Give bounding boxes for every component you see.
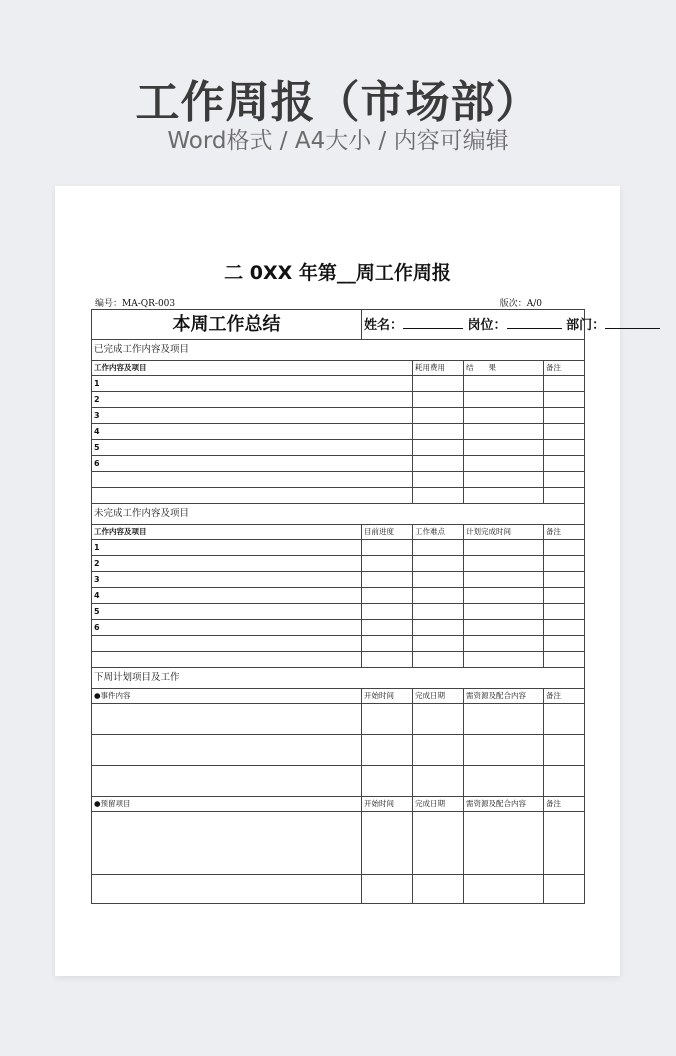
cell[interactable]: [544, 636, 585, 652]
cell[interactable]: [362, 588, 413, 604]
table-row: [92, 392, 585, 408]
section-uncompleted-header: [92, 525, 585, 540]
cell[interactable]: [413, 704, 464, 735]
cell[interactable]: [362, 540, 413, 556]
header-difficulty: 工作难点: [413, 525, 464, 540]
cell[interactable]: [413, 376, 464, 392]
cell[interactable]: [413, 812, 464, 875]
cell[interactable]: [544, 604, 585, 620]
row-number: [92, 488, 413, 504]
table-row: [92, 875, 585, 904]
cell[interactable]: [413, 735, 464, 766]
cell[interactable]: [544, 572, 585, 588]
cell[interactable]: [413, 572, 464, 588]
cell[interactable]: [413, 636, 464, 652]
row-number: 6: [92, 620, 362, 636]
row-number: 5: [92, 604, 362, 620]
table-row: [92, 652, 585, 668]
row-number: 3: [92, 408, 413, 424]
summary-title: 本周工作总结: [92, 310, 362, 340]
document-version: 版次：A/0: [499, 299, 542, 309]
cell[interactable]: [92, 766, 362, 797]
header-remark: 备注: [544, 361, 585, 376]
cell[interactable]: [544, 392, 585, 408]
cell[interactable]: [464, 875, 544, 904]
header-result: 结 果: [464, 361, 544, 376]
cell[interactable]: [464, 704, 544, 735]
header-start-time: 开始时间: [362, 689, 413, 704]
table-row: [92, 812, 585, 875]
cell[interactable]: [362, 636, 413, 652]
table-row: [92, 456, 585, 472]
events-header: [92, 689, 585, 704]
row-number: 4: [92, 424, 413, 440]
header-work-content: 工作内容及项目: [92, 361, 413, 376]
cell[interactable]: [413, 652, 464, 668]
position-label: 岗位：: [467, 317, 507, 333]
table-row: [92, 472, 585, 488]
cell[interactable]: [92, 735, 362, 766]
section-uncompleted-title-row: [92, 504, 585, 525]
cell[interactable]: [362, 572, 413, 588]
header-planned-time: 计划完成时间: [464, 525, 544, 540]
name-field[interactable]: [403, 318, 463, 329]
banner-title: 工作周报（市场部）: [135, 77, 541, 128]
row-number: [92, 472, 413, 488]
cell[interactable]: [464, 636, 544, 652]
cell[interactable]: [544, 488, 585, 504]
summary-row: [92, 310, 585, 340]
header-finish-date: 完成日期: [413, 797, 464, 812]
cell[interactable]: [413, 408, 464, 424]
section-completed-title-row: [92, 340, 585, 361]
cell[interactable]: [464, 472, 544, 488]
cell[interactable]: [413, 604, 464, 620]
cell[interactable]: [362, 766, 413, 797]
summary-fields: [362, 310, 606, 340]
header-remark: 备注: [544, 525, 585, 540]
cell[interactable]: [544, 766, 585, 797]
cell[interactable]: [362, 735, 413, 766]
row-number: 1: [92, 540, 362, 556]
cell[interactable]: [464, 620, 544, 636]
table-row: [92, 636, 585, 652]
cell[interactable]: [544, 456, 585, 472]
row-number: [92, 652, 362, 668]
cell[interactable]: [464, 766, 544, 797]
cell[interactable]: [544, 540, 585, 556]
cell[interactable]: [413, 556, 464, 572]
reserve-header: [92, 797, 585, 812]
header-work-content: 工作内容及项目: [92, 525, 362, 540]
cell[interactable]: [464, 652, 544, 668]
row-number: [92, 636, 362, 652]
banner-subtitle: Word格式 / A4大小 / 内容可编辑: [167, 128, 509, 154]
cell[interactable]: [464, 588, 544, 604]
cell[interactable]: [464, 735, 544, 766]
row-number: 2: [92, 556, 362, 572]
header-cost: 耗用费用: [413, 361, 464, 376]
cell[interactable]: [464, 392, 544, 408]
document-page: [55, 186, 620, 976]
cell[interactable]: [362, 652, 413, 668]
table-row: [92, 540, 585, 556]
row-number: 5: [92, 440, 413, 456]
cell[interactable]: [544, 588, 585, 604]
header-event-content: ●事件内容: [92, 689, 362, 704]
table-row: [92, 572, 585, 588]
table-row: [92, 488, 585, 504]
row-number: 3: [92, 572, 362, 588]
section-completed-header: [92, 361, 585, 376]
cell[interactable]: [464, 440, 544, 456]
cell[interactable]: [464, 572, 544, 588]
cell[interactable]: [544, 556, 585, 572]
cell[interactable]: [544, 735, 585, 766]
table-row: [92, 408, 585, 424]
table-row: [92, 556, 585, 572]
header-reserved-project: ●预留项目: [92, 797, 362, 812]
section-uncompleted-title: 未完成工作内容及项目: [92, 504, 585, 525]
cell[interactable]: [413, 456, 464, 472]
cell[interactable]: [413, 766, 464, 797]
cell[interactable]: [362, 604, 413, 620]
cell[interactable]: [92, 812, 362, 875]
header-finish-date: 完成日期: [413, 689, 464, 704]
cell[interactable]: [544, 440, 585, 456]
row-number: 4: [92, 588, 362, 604]
cell[interactable]: [464, 556, 544, 572]
header-progress: 目前进度: [362, 525, 413, 540]
cell[interactable]: [362, 556, 413, 572]
dept-field[interactable]: [605, 318, 660, 329]
cell[interactable]: [413, 424, 464, 440]
cell[interactable]: [464, 456, 544, 472]
cell[interactable]: [464, 376, 544, 392]
table-row: [92, 766, 585, 797]
dept-label: 部门：: [566, 317, 606, 333]
cell[interactable]: [544, 652, 585, 668]
table-row: [92, 376, 585, 392]
header-resources: 需资源及配合内容: [464, 689, 544, 704]
header-start-time: 开始时间: [362, 797, 413, 812]
cell[interactable]: [362, 704, 413, 735]
cell[interactable]: [464, 604, 544, 620]
cell[interactable]: [544, 376, 585, 392]
position-field[interactable]: [507, 318, 562, 329]
table-row: [92, 588, 585, 604]
row-number: 1: [92, 376, 413, 392]
cell[interactable]: [92, 875, 362, 904]
cell[interactable]: [362, 812, 413, 875]
cell[interactable]: [544, 812, 585, 875]
row-number: 2: [92, 392, 413, 408]
cell[interactable]: [92, 704, 362, 735]
cell[interactable]: [413, 392, 464, 408]
section-completed-title: 已完成工作内容及项目: [92, 340, 585, 361]
table-row: [92, 620, 585, 636]
cell[interactable]: [362, 875, 413, 904]
document-title: 二 0XX 年第__周工作周报: [224, 262, 451, 284]
cell[interactable]: [413, 440, 464, 456]
cell[interactable]: [413, 472, 464, 488]
cell[interactable]: [413, 588, 464, 604]
cell[interactable]: [413, 620, 464, 636]
header-resources: 需资源及配合内容: [464, 797, 544, 812]
row-number: 6: [92, 456, 413, 472]
cell[interactable]: [464, 424, 544, 440]
header-remark: 备注: [544, 797, 585, 812]
cell[interactable]: [544, 875, 585, 904]
cell[interactable]: [544, 704, 585, 735]
table-row: [92, 440, 585, 456]
cell[interactable]: [413, 540, 464, 556]
cell[interactable]: [544, 408, 585, 424]
section-next-week-title: 下周计划项目及工作: [92, 668, 585, 689]
document-code: 编号：MA-QR-003: [95, 299, 176, 309]
table-row: [92, 424, 585, 440]
cell[interactable]: [362, 620, 413, 636]
section-next-week-title-row: [92, 668, 585, 689]
cell[interactable]: [464, 540, 544, 556]
cell[interactable]: [544, 472, 585, 488]
table-row: [92, 704, 585, 735]
header-remark: 备注: [544, 689, 585, 704]
cell[interactable]: [464, 488, 544, 504]
cell[interactable]: [413, 488, 464, 504]
cell[interactable]: [464, 812, 544, 875]
cell[interactable]: [464, 408, 544, 424]
name-label: 姓名：: [364, 317, 404, 333]
cell[interactable]: [544, 620, 585, 636]
table-row: [92, 604, 585, 620]
cell[interactable]: [413, 875, 464, 904]
weekly-report-table: [91, 309, 606, 904]
table-row: [92, 735, 585, 766]
cell[interactable]: [544, 424, 585, 440]
